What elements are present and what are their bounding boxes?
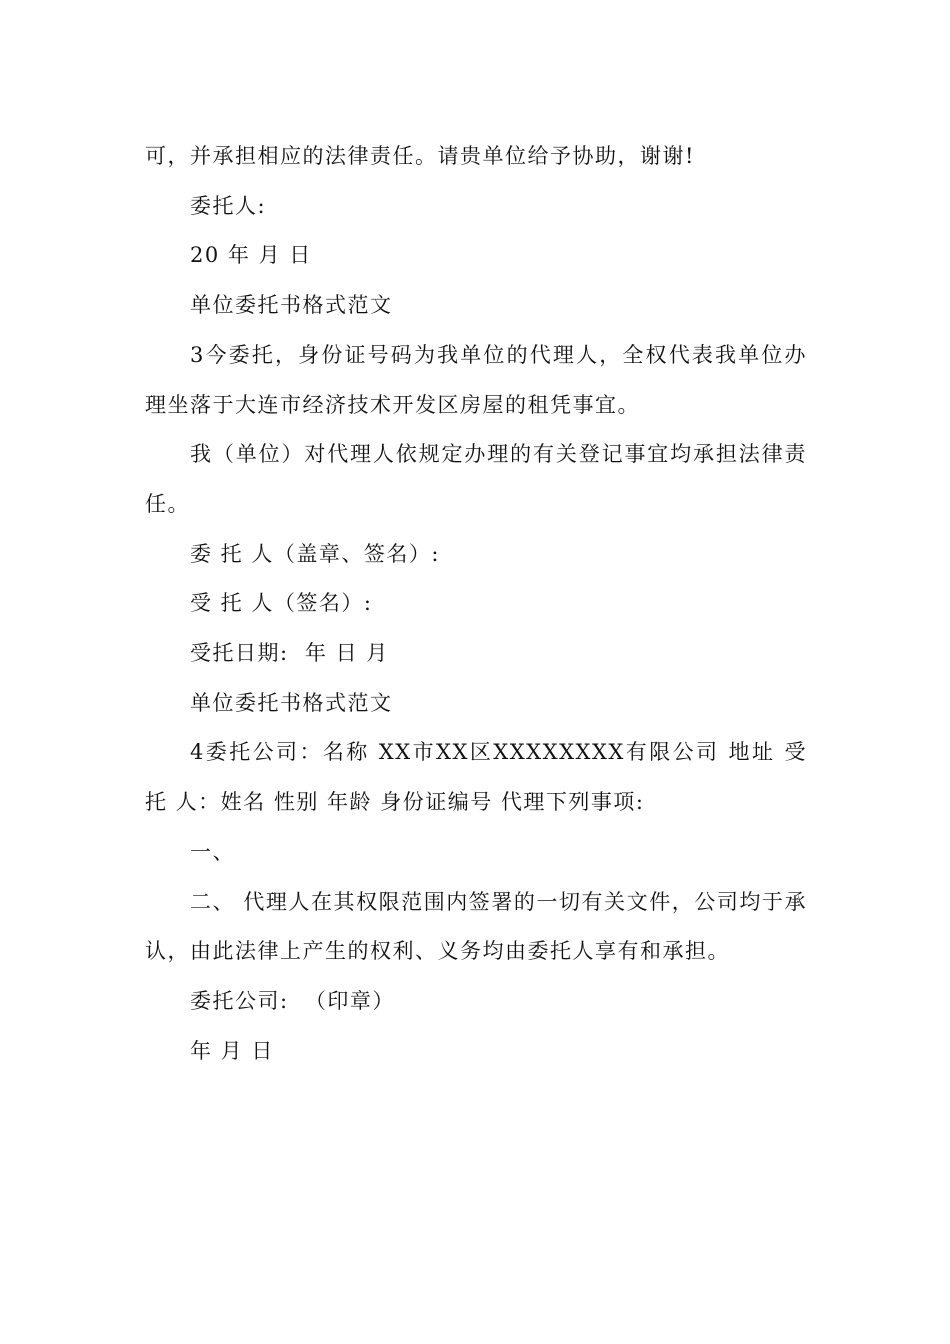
list-item: 一、 [190, 839, 235, 864]
list-item: 二、 代理人在其权限范围内签署的一切有关文件，公司均于承认，由此法律上产生的权利、义务均由委托人享有和承担。 [145, 889, 807, 964]
paragraph: 4委托公司：名称 XX市XX区XXXXXXXX有限公司 地址 受 托 人：姓名 性别 年龄 身份证编号 代理下列事项: [145, 740, 816, 815]
principal-seal-line: 委 托 人（盖章、签名）: [190, 541, 440, 566]
company-seal-line: 委托公司: （印章） [190, 988, 395, 1013]
paragraph-continuation: 可，并承担相应的法律责任。请贵单位给予协助，谢谢! [145, 144, 695, 168]
date-line: 年 月 日 [190, 1038, 274, 1063]
entrust-date-line: 受托日期: 年 日 月 [190, 641, 389, 666]
paragraph: 我（单位）对代理人依规定办理的有关登记事宜均承担法律责任。 [145, 442, 807, 516]
agent-signature-line: 受 托 人（签名）: [190, 591, 373, 616]
document-body [145, 132, 816, 1076]
paragraph: 3今委托，身份证号码为我单位的代理人，全权代表我单位办理坐落于大连市经济技术开发区房屋的租凭事宜。 [145, 342, 807, 417]
section-heading: 单位委托书格式范文 [190, 690, 393, 715]
section-heading: 单位委托书格式范文 [190, 293, 393, 318]
date-line: 20 年 月 日 [190, 243, 312, 268]
principal-signature-line: 委托人: [190, 193, 267, 218]
